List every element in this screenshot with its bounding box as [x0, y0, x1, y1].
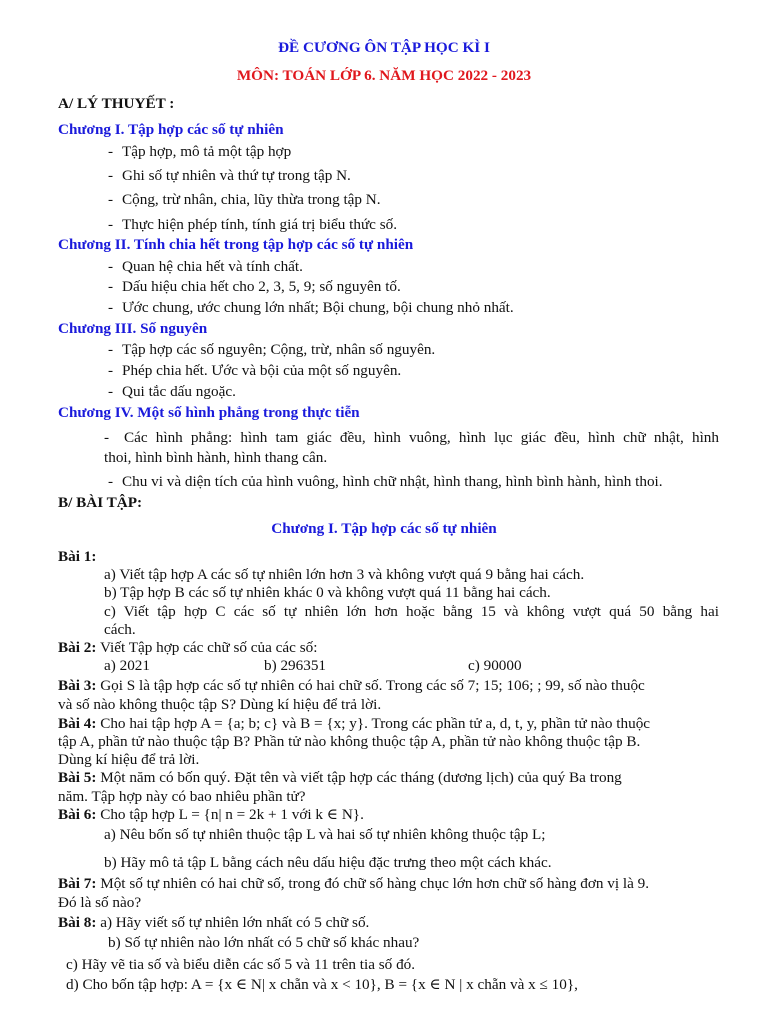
chapter-2-heading: Chương II. Tính chia hết trong tập hợp các số tự nhiên [58, 236, 414, 253]
exercise-2: Bài 2: Viết Tập hợp các chữ số của các số: [58, 639, 318, 656]
exercise-4-cont: tập A, phần tử nào thuộc tập B? Phần tử nào không thuộc tập A, phần tử nào không thuộc tập B. [58, 733, 641, 750]
exercise-5-cont: năm. Tập hợp này có bao nhiêu phần tử? [58, 788, 306, 805]
exercise-2-b: b) 296351 [264, 657, 327, 674]
chapter-4-heading: Chương IV. Một số hình phẳng trong thực tiễn [58, 404, 360, 421]
exercise-1-c: c) Viết tập hợp C các số tự nhiên lớn hơn hoặc bằng 15 và không vượt quá 50 bằng hai [104, 603, 719, 620]
exercise-3-cont: và số nào không thuộc tập S? Dùng kí hiệu để trả lời. [58, 696, 382, 713]
exercise-4: Bài 4: Cho hai tập hợp A = {a; b; c} và B = {x; y}. Trong các phần tử a, d, t, y, phần tử nào thuộc [58, 715, 651, 732]
chapter-2-item: - Quan hệ chia hết và tính chất. [108, 258, 303, 275]
chapter-3-item: - Tập hợp các số nguyên; Cộng, trừ, nhân số nguyên. [108, 341, 436, 358]
exercise-3: Bài 3: Gọi S là tập hợp các số tự nhiên có hai chữ số. Trong các số 7; 15; 106; ; 99, số nào thuộc [58, 677, 645, 694]
doc-title: ĐỀ CƯƠNG ÔN TẬP HỌC KÌ I [278, 39, 490, 56]
chapter-4-item: - Các hình phẳng: hình tam giác đều, hình vuông, hình lục giác đều, hình chữ nhật, hình [104, 429, 719, 446]
chapter-4-item-cont: thoi, hình bình hành, hình thang cân. [104, 449, 328, 466]
exercise-8: Bài 8: a) Hãy viết số tự nhiên lớn nhất có 5 chữ số. [58, 914, 370, 931]
chapter-1-heading: Chương I. Tập hợp các số tự nhiên [58, 121, 284, 138]
section-b-heading: B/ BÀI TẬP: [58, 494, 143, 511]
exercise-8-d: d) Cho bốn tập hợp: A = {x ∈ N| x chẵn và x < 10}, B = {x ∈ N | x chẵn và x ≤ 10}, [66, 976, 578, 993]
chapter-1-item: - Ghi số tự nhiên và thứ tự trong tập N. [108, 167, 351, 184]
exercise-8-b: b) Số tự nhiên nào lớn nhất có 5 chữ số khác nhau? [108, 934, 420, 951]
chapter-2-item: - Dấu hiệu chia hết cho 2, 3, 5, 9; số nguyên tố. [108, 278, 401, 295]
chapter-1-item: - Thực hiện phép tính, tính giá trị biểu thức số. [108, 216, 398, 233]
exercise-7-cont: Đó là số nào? [58, 894, 142, 911]
section-a-heading: A/ LÝ THUYẾT : [58, 95, 175, 112]
exercise-6-a: a) Nêu bốn số tự nhiên thuộc tập L và hai số tự nhiên không thuộc tập L; [104, 826, 546, 843]
exercise-7: Bài 7: Một số tự nhiên có hai chữ số, trong đó chữ số hàng chục lớn hơn chữ số hàng đơn vị là 9. [58, 875, 650, 892]
exercise-1-c-cont: cách. [104, 621, 136, 638]
chapter-1-item: - Cộng, trừ nhân, chia, lũy thừa trong tập N. [108, 191, 381, 208]
exercise-5: Bài 5: Một năm có bốn quý. Đặt tên và viết tập hợp các tháng (dương lịch) của quý Ba trong [58, 769, 622, 786]
exercise-1: Bài 1: [58, 548, 97, 565]
chapter-3-item: - Phép chia hết. Ước và bội của một số nguyên. [108, 362, 402, 379]
chapter-2-item: - Ước chung, ước chung lớn nhất; Bội chung, bội chung nhỏ nhất. [108, 299, 514, 316]
exercise-1-b: b) Tập hợp B các số tự nhiên khác 0 và không vượt quá 11 bằng hai cách. [104, 584, 551, 601]
doc-subtitle: MÔN: TOÁN LỚP 6. NĂM HỌC 2022 - 2023 [236, 67, 532, 84]
chapter-1-item: - Tập hợp, mô tả một tập hợp [108, 143, 292, 160]
exercise-1-a: a) Viết tập hợp A các số tự nhiên lớn hơn 3 và không vượt quá 9 bằng hai cách. [104, 566, 585, 583]
exercise-6-b: b) Hãy mô tả tập L bằng cách nêu dấu hiệu đặc trưng theo một cách khác. [104, 854, 552, 871]
chapter-3-heading: Chương III. Số nguyên [58, 320, 208, 337]
chapter-4-item: - Chu vi và diện tích của hình vuông, hình chữ nhật, hình thang, hình bình hành, hình thoi. [108, 473, 663, 490]
exercise-6: Bài 6: Cho tập hợp L = {n| n = 2k + 1 với k ∈ N}. [58, 806, 364, 823]
exercise-2-a: a) 2021 [104, 657, 150, 674]
exercise-8-c: c) Hãy vẽ tia số và biểu diễn các số 5 và 11 trên tia số đó. [66, 956, 416, 973]
exercise-2-c: c) 90000 [468, 657, 522, 674]
chapter-3-item: - Qui tắc dấu ngoặc. [108, 383, 236, 400]
exercise-4-cont: Dùng kí hiệu để trả lời. [58, 751, 200, 768]
section-b-chapter-heading: Chương I. Tập hợp các số tự nhiên [271, 520, 497, 537]
